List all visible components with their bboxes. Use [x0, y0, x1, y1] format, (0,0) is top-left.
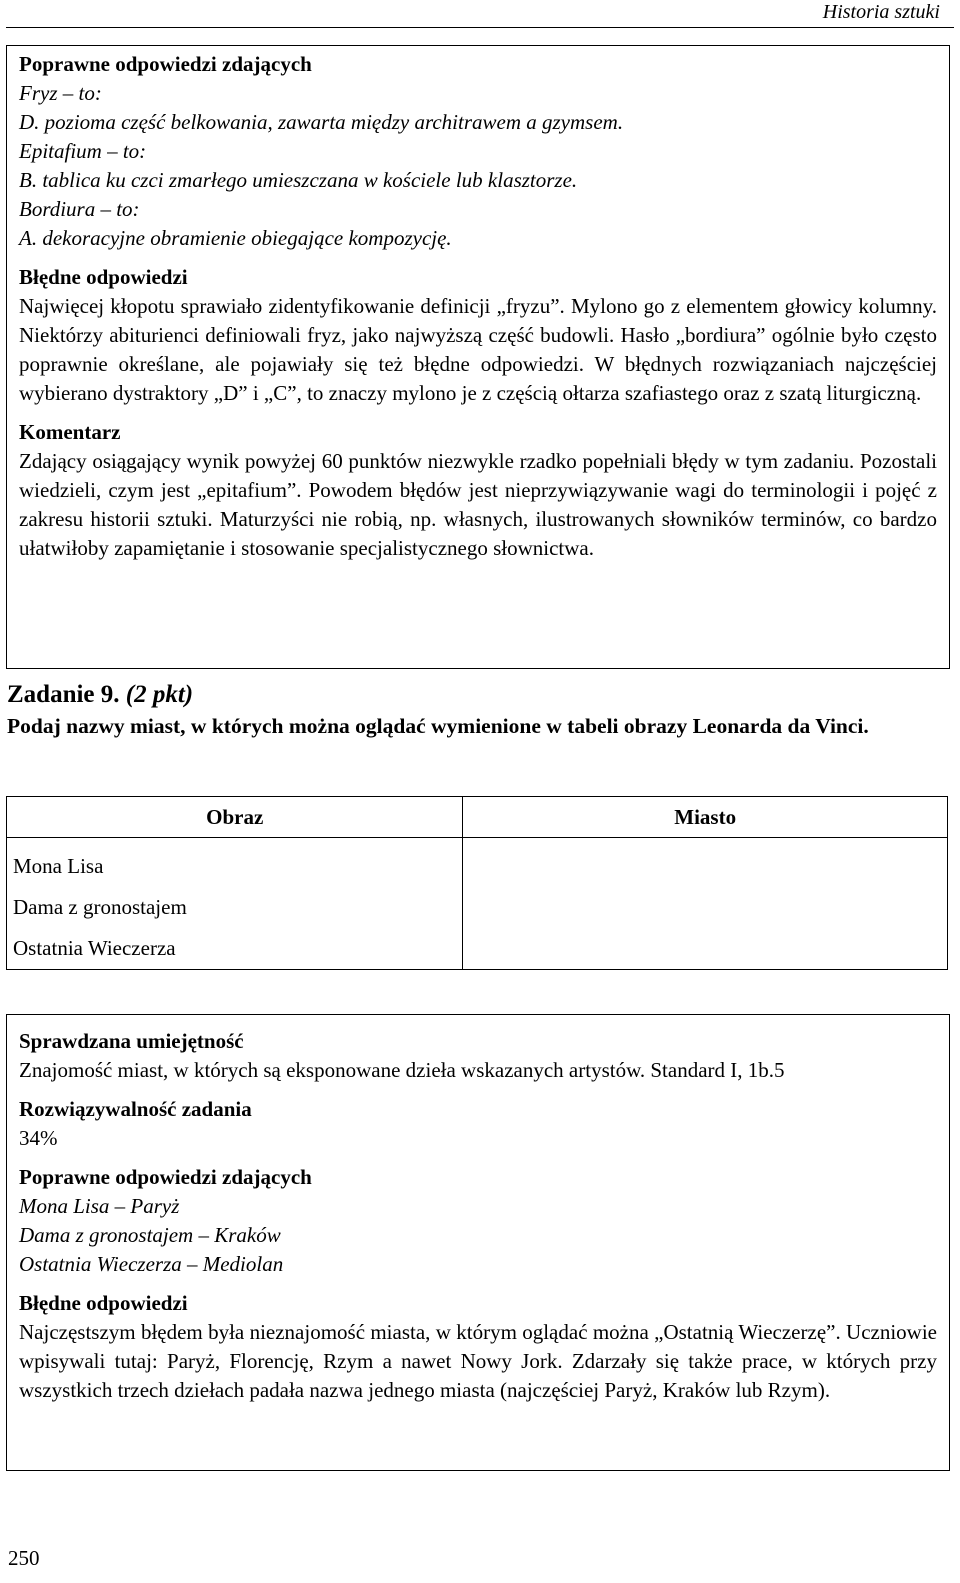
- correct-answer-line: B. tablica ku czci zmarłego umieszczana w kościele lub klasztorze.: [19, 168, 578, 192]
- wrong-answers-heading: Błędne odpowiedzi: [19, 1291, 188, 1315]
- task-points: (2 pkt): [125, 681, 194, 708]
- correct-answer-line: Epitafium – to:: [19, 139, 147, 163]
- correct-answer-line: Dama z gronostajem – Kraków: [19, 1223, 281, 1247]
- correct-answer-line: A. dekoracyjne obramienie obiegające kompozycję.: [19, 226, 452, 250]
- column-header-obraz: Obraz: [7, 797, 463, 838]
- skill-text: Znajomość miast, w których są eksponowane dzieła wskazanych artystów. Standard I, 1b.5: [19, 1058, 785, 1082]
- header-divider: [6, 27, 954, 28]
- city-answer-cell[interactable]: [463, 838, 948, 970]
- correct-answer-line: Mona Lisa – Paryż: [19, 1194, 180, 1218]
- wrong-answers-text: Najwięcej kłopotu sprawiało zidentyfikowanie definicji „fryzu”. Mylono go z elementem głowicy kolumny. Niektórzy abiturienci definiowali fryz, jako najwyższą część budowli. Hasło „bordiura” ogólnie było często poprawnie określane, ale pojawiały się też błędne odpowiedzi. W błędnych rozwiązaniach najczęściej wybierano dystraktory „D” i „C”, to znaczy mylono je z częścią ołtarza szafiastego oraz z szatą liturgiczną.: [19, 294, 937, 405]
- skill-heading: Sprawdzana umiejętność: [19, 1029, 244, 1053]
- column-header-miasto: Miasto: [463, 797, 948, 838]
- table-body-row: [7, 838, 948, 970]
- solvability-value: 34%: [19, 1126, 58, 1150]
- task-instruction: Podaj nazwy miast, w których można oglądać wymienione w tabeli obrazy Leonarda da Vinci.: [7, 714, 869, 738]
- task8-commentary-box: [6, 45, 950, 669]
- painting-name: Ostatnia Wieczerza: [13, 936, 176, 960]
- page-number: 250: [8, 1546, 40, 1570]
- correct-answer-line: D. pozioma część belkowania, zawarta między architrawem a gzymsem.: [19, 110, 624, 134]
- task-heading: [7, 680, 193, 710]
- correct-answer-line: Ostatnia Wieczerza – Mediolan: [19, 1252, 284, 1276]
- correct-answer-line: Fryz – to:: [19, 81, 102, 105]
- correct-answers-heading: Poprawne odpowiedzi zdających: [19, 1165, 312, 1189]
- task9-commentary-box: [6, 1014, 950, 1471]
- painting-name: Dama z gronostajem: [13, 895, 187, 919]
- answer-table: [6, 796, 948, 970]
- comment-heading: Komentarz: [19, 420, 121, 444]
- solvability-heading: Rozwiązywalność zadania: [19, 1097, 252, 1121]
- correct-answer-line: Bordiura – to:: [19, 197, 140, 221]
- wrong-answers-heading: Błędne odpowiedzi: [19, 265, 188, 289]
- comment-text: Zdający osiągający wynik powyżej 60 punktów niezwykle rzadko popełniali błędy w tym zadaniu. Pozostali wiedzieli, czym jest „epitafium”. Powodem błędów jest nieprzywiązywanie wagi do terminologii i pojęć z zakresu historii sztuki. Maturzyści nie robią, np. własnych, ilustrowanych słowników terminów, co bardzo ułatwiłoby zapamiętanie i stosowanie specjalistycznego słownictwa.: [19, 449, 937, 560]
- wrong-answers-text: Najczęstszym błędem była nieznajomość miasta, w którym oglądać można „Ostatnią Wieczerzę”. Uczniowie wpisywali tutaj: Paryż, Florencję, Rzym a nawet Nowy Jork. Zdarzały się także prace, w których przy wszystkich trzech dziełach padała nazwa jednego miasta (najczęściej Paryż, Kraków lub Rzym).: [19, 1320, 937, 1402]
- correct-answers-heading: Poprawne odpowiedzi zdających: [19, 52, 312, 76]
- task-title: Zadanie 9.: [7, 681, 120, 708]
- painting-name: Mona Lisa: [13, 854, 104, 878]
- painting-names-cell: [7, 838, 463, 970]
- table-header-row: [7, 797, 948, 838]
- running-header-title: Historia sztuki: [822, 1, 940, 23]
